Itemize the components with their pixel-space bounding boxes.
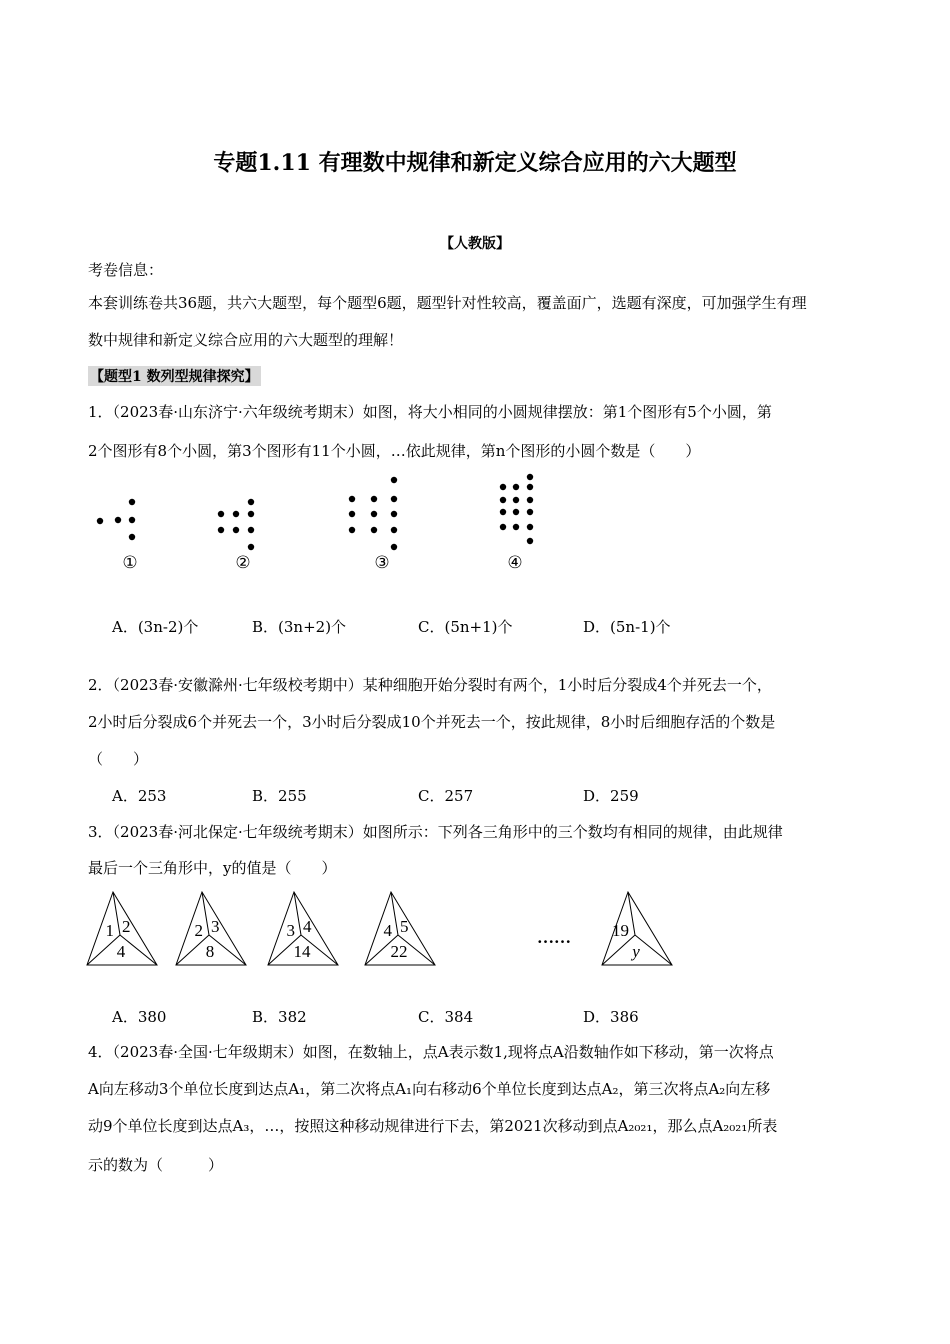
info-label: 考卷信息： — [88, 261, 164, 279]
number-triangle — [176, 892, 246, 965]
dot — [349, 511, 355, 517]
bottom-number: 14 — [293, 942, 311, 961]
dot — [527, 524, 533, 530]
q4-text: 示的数为（ ） — [88, 1156, 224, 1174]
dot — [513, 497, 519, 503]
bottom-number: 22 — [390, 942, 408, 961]
dot — [349, 496, 355, 502]
q4-text: 4．（2023春·全国·七年级期末）如图，在数轴上，点A表示数1,现将点A沿数轴作如下移动，第一次将点 — [88, 1043, 774, 1061]
dot — [129, 534, 135, 540]
q3-option-c: C．384 — [418, 1008, 474, 1026]
figure-label: ③ — [374, 553, 390, 572]
q3-triangle-figures — [80, 880, 700, 980]
left-number: 2 — [194, 921, 203, 940]
dot — [129, 517, 135, 523]
q2-option-d: D．259 — [583, 787, 639, 805]
dot — [233, 511, 239, 517]
info-text: 本套训练卷共36题，共六大题型，每个题型6题，题型针对性较高，覆盖面广，选题有深度，可加强学生有理 — [88, 294, 807, 312]
dot — [527, 509, 533, 515]
q1-option-c: C．(5n+1)个 — [418, 618, 513, 636]
left-number: 3 — [286, 921, 295, 940]
dot — [218, 527, 224, 533]
q3-text: 最后一个三角形中，y的值是（ ） — [88, 859, 337, 877]
dot — [500, 484, 506, 490]
page-title: 专题1.11 有理数中规律和新定义综合应用的六大题型 — [213, 150, 737, 176]
dot — [527, 484, 533, 490]
q1-text: 2个图形有8个小圆，第3个图形有11个小圆，…依此规律，第n个图形的小圆个数是（ ） — [88, 442, 701, 460]
q2-option-a: A．253 — [112, 787, 167, 805]
bottom-number: 8 — [205, 942, 215, 961]
q3-option-d: D．386 — [583, 1008, 639, 1026]
q3-text: 3．（2023春·河北保定·七年级统考期末）如图所示：下列各三角形中的三个数均有相同的规律，由此规律 — [88, 823, 783, 841]
dot — [248, 527, 254, 533]
dot — [500, 497, 506, 503]
left-number: 19 — [612, 921, 629, 940]
q2-text: 2．（2023春·安徽滁州·七年级校考期中）某种细胞开始分裂时有两个，1小时后分裂成4个并死去一个， — [88, 676, 772, 694]
dot — [371, 527, 377, 533]
bottom-number: 4 — [116, 942, 126, 961]
q3-option-b: B．382 — [252, 1008, 307, 1026]
q2-option-c: C．257 — [418, 787, 474, 805]
ellipsis: …… — [537, 928, 571, 947]
number-triangle — [602, 892, 672, 965]
dot — [371, 511, 377, 517]
dot — [391, 496, 397, 502]
dot — [248, 499, 254, 505]
right-number: 3 — [211, 917, 220, 936]
q2-text: 2小时后分裂成6个并死去一个，3小时后分裂成10个并死去一个，按此规律，8小时后细胞存活的个数是 — [88, 713, 776, 731]
q2-option-b: B．255 — [252, 787, 307, 805]
q1-option-a: A．(3n-2)个 — [112, 618, 199, 636]
right-number: 4 — [303, 917, 312, 936]
figure-label: ① — [122, 553, 138, 572]
dot — [349, 527, 355, 533]
dot — [500, 509, 506, 515]
dot — [391, 511, 397, 517]
q4-text: 动9个单位长度到达点A₃，…，按照这种移动规律进行下去，第2021次移动到点A₂₀₂₁，那么点A₂₀₂₁所表 — [88, 1117, 778, 1135]
dot — [391, 477, 397, 483]
number-triangle — [87, 892, 157, 965]
right-number: 2 — [122, 917, 131, 936]
left-number: 1 — [105, 921, 114, 940]
q1-dot-figures — [80, 470, 560, 580]
q2-text: （ ） — [88, 750, 149, 768]
dot — [233, 527, 239, 533]
dot — [527, 497, 533, 503]
dot — [129, 499, 135, 505]
edition-label: 【人教版】 — [440, 236, 510, 252]
dot — [513, 509, 519, 515]
dot — [391, 544, 397, 550]
dot — [248, 511, 254, 517]
dot — [513, 524, 519, 530]
dot — [115, 517, 121, 523]
bottom-number: y — [632, 942, 640, 961]
dot — [391, 527, 397, 533]
section-heading: 【题型1 数列型规律探究】 — [88, 366, 261, 386]
dot — [97, 518, 103, 524]
dot — [500, 524, 506, 530]
dot — [248, 544, 254, 550]
q4-text: A向左移动3个单位长度到达点A₁，第二次将点A₁向右移动6个单位长度到达点A₂，第三次将点A₂向左移 — [88, 1080, 771, 1098]
q1-option-d: D．(5n-1)个 — [583, 618, 671, 636]
figure-label: ④ — [507, 553, 523, 572]
q1-text: 1．（2023春·山东济宁·六年级统考期末）如图，将大小相同的小圆规律摆放：第1个图形有5个小圆，第 — [88, 403, 772, 421]
right-number: 5 — [400, 917, 409, 936]
dot — [371, 496, 377, 502]
dot — [527, 474, 533, 480]
q3-option-a: A．380 — [112, 1008, 167, 1026]
number-triangle — [268, 892, 338, 965]
q1-option-b: B．(3n+2)个 — [252, 618, 347, 636]
info-text: 数中规律和新定义综合应用的六大题型的理解！ — [88, 331, 404, 349]
dot — [513, 484, 519, 490]
dot — [218, 511, 224, 517]
left-number: 4 — [383, 921, 392, 940]
number-triangle — [365, 892, 435, 965]
figure-label: ② — [235, 553, 251, 572]
dot — [527, 538, 533, 544]
